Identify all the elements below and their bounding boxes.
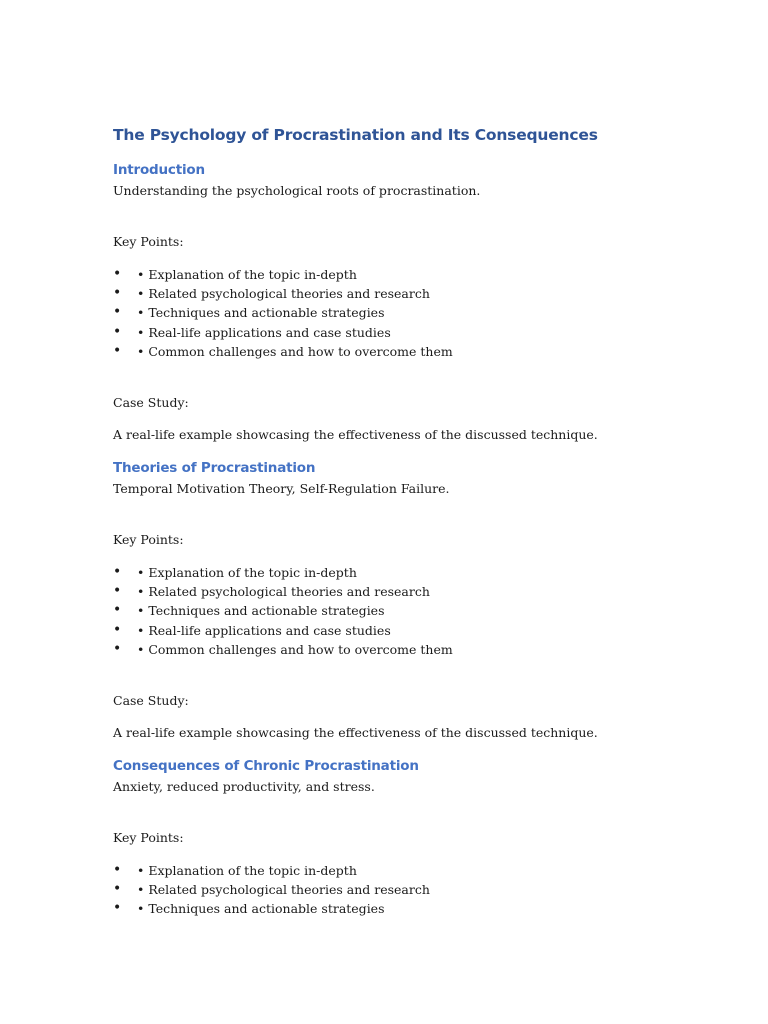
bullet-icon: •	[113, 564, 122, 581]
key-points-list	[113, 265, 713, 361]
bullet-icon: •	[113, 342, 122, 359]
list-item: • • Techniques and actionable strategies	[113, 601, 713, 620]
key-points-list	[113, 563, 713, 659]
case-study-label: Case Study:	[113, 693, 189, 709]
section-heading: Theories of Procrastination	[113, 460, 316, 477]
bullet-icon: •	[113, 304, 122, 321]
section-introduction	[113, 160, 713, 444]
list-item: • • Common challenges and how to overcome them	[113, 342, 713, 361]
bullet-icon: •	[113, 862, 122, 879]
bullet-icon: •	[113, 900, 122, 917]
key-points-label: Key Points:	[113, 532, 184, 548]
bullet-icon: •	[113, 323, 122, 340]
list-item: • • Explanation of the topic in-depth	[113, 265, 713, 284]
bullet-icon: •	[113, 881, 122, 898]
list-item: • • Real-life applications and case studies	[113, 621, 713, 640]
section-intro: Anxiety, reduced productivity, and stress.	[113, 779, 375, 795]
list-item: • • Related psychological theories and research	[113, 284, 713, 303]
document-page	[113, 124, 713, 919]
list-item: • • Explanation of the topic in-depth	[113, 563, 713, 582]
document-title: The Psychology of Procrastination and Its Consequences	[113, 126, 598, 144]
list-item: • • Techniques and actionable strategies	[113, 899, 713, 918]
bullet-icon: •	[113, 640, 122, 657]
list-item: • • Explanation of the topic in-depth	[113, 861, 713, 880]
section-heading: Introduction	[113, 162, 205, 178]
bullet-icon: •	[113, 621, 122, 638]
list-item: • • Common challenges and how to overcome them	[113, 640, 713, 659]
list-item: • • Techniques and actionable strategies	[113, 303, 713, 322]
bullet-icon: •	[113, 285, 122, 302]
section-consequences	[113, 756, 713, 919]
section-heading: Consequences of Chronic Procrastination	[113, 758, 419, 775]
section-theories	[113, 458, 713, 742]
bullet-icon: •	[113, 602, 122, 619]
section-intro: Understanding the psychological roots of procrastination.	[113, 183, 481, 198]
case-study-label: Case Study:	[113, 395, 189, 411]
case-study-text: A real-life example showcasing the effectiveness of the discussed technique.	[113, 427, 598, 443]
section-intro: Temporal Motivation Theory, Self-Regulation Failure.	[113, 481, 450, 497]
key-points-label: Key Points:	[113, 830, 184, 846]
list-item: • • Related psychological theories and research	[113, 880, 713, 899]
key-points-list	[113, 861, 713, 919]
case-study-text: A real-life example showcasing the effectiveness of the discussed technique.	[113, 725, 598, 741]
bullet-icon: •	[113, 583, 122, 600]
bullet-icon: •	[113, 266, 122, 282]
key-points-label: Key Points:	[113, 234, 184, 249]
list-item: • • Real-life applications and case studies	[113, 323, 713, 342]
list-item: • • Related psychological theories and research	[113, 582, 713, 601]
